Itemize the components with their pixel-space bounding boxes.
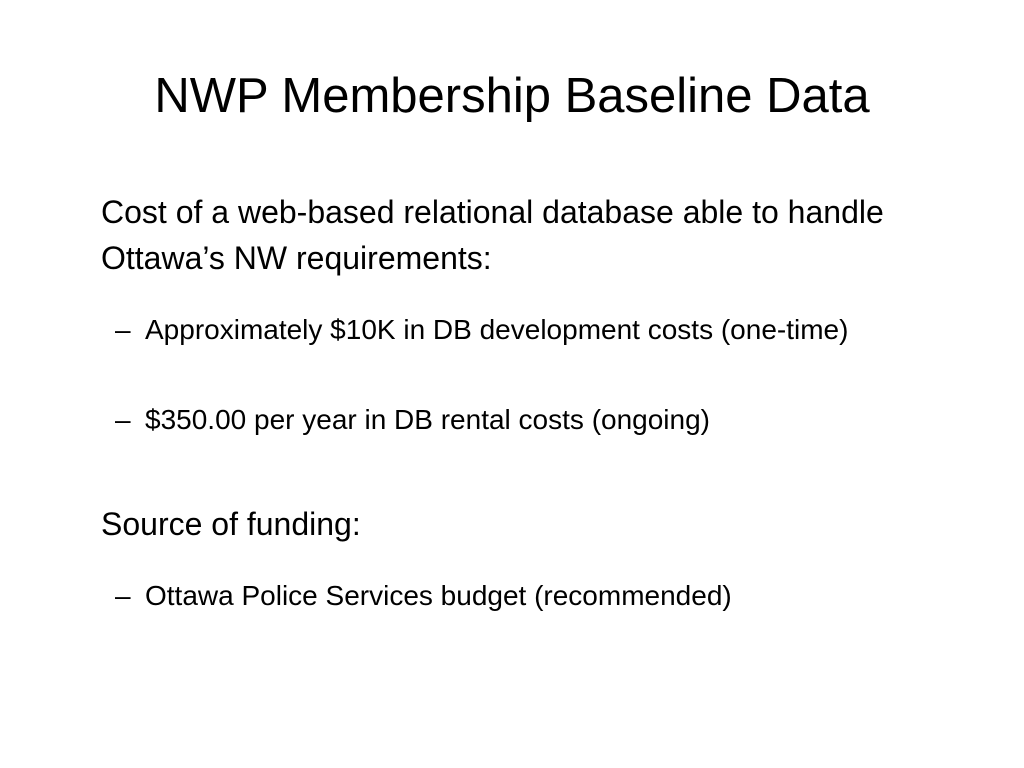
bullet-text: Ottawa Police Services budget (recommended): [145, 580, 732, 611]
bullet-dash: –: [115, 404, 131, 435]
bullet-dash: –: [115, 314, 131, 345]
bullet-text: $350.00 per year in DB rental costs (ongoing): [145, 404, 710, 435]
funding-heading: Source of funding:: [101, 506, 361, 542]
intro-text: Cost of a web-based relational database able to handle Ottawa’s NW requirements:: [101, 194, 884, 276]
bullet-item-rental-cost: [115, 402, 965, 438]
bullet-item-dev-cost: [115, 312, 965, 348]
bullet-text: Approximately $10K in DB development costs (one-time): [145, 314, 849, 345]
bullet-item-funding-source: [115, 578, 965, 614]
slide-title: NWP Membership Baseline Data: [154, 69, 870, 123]
bullet-dash: –: [115, 580, 131, 611]
